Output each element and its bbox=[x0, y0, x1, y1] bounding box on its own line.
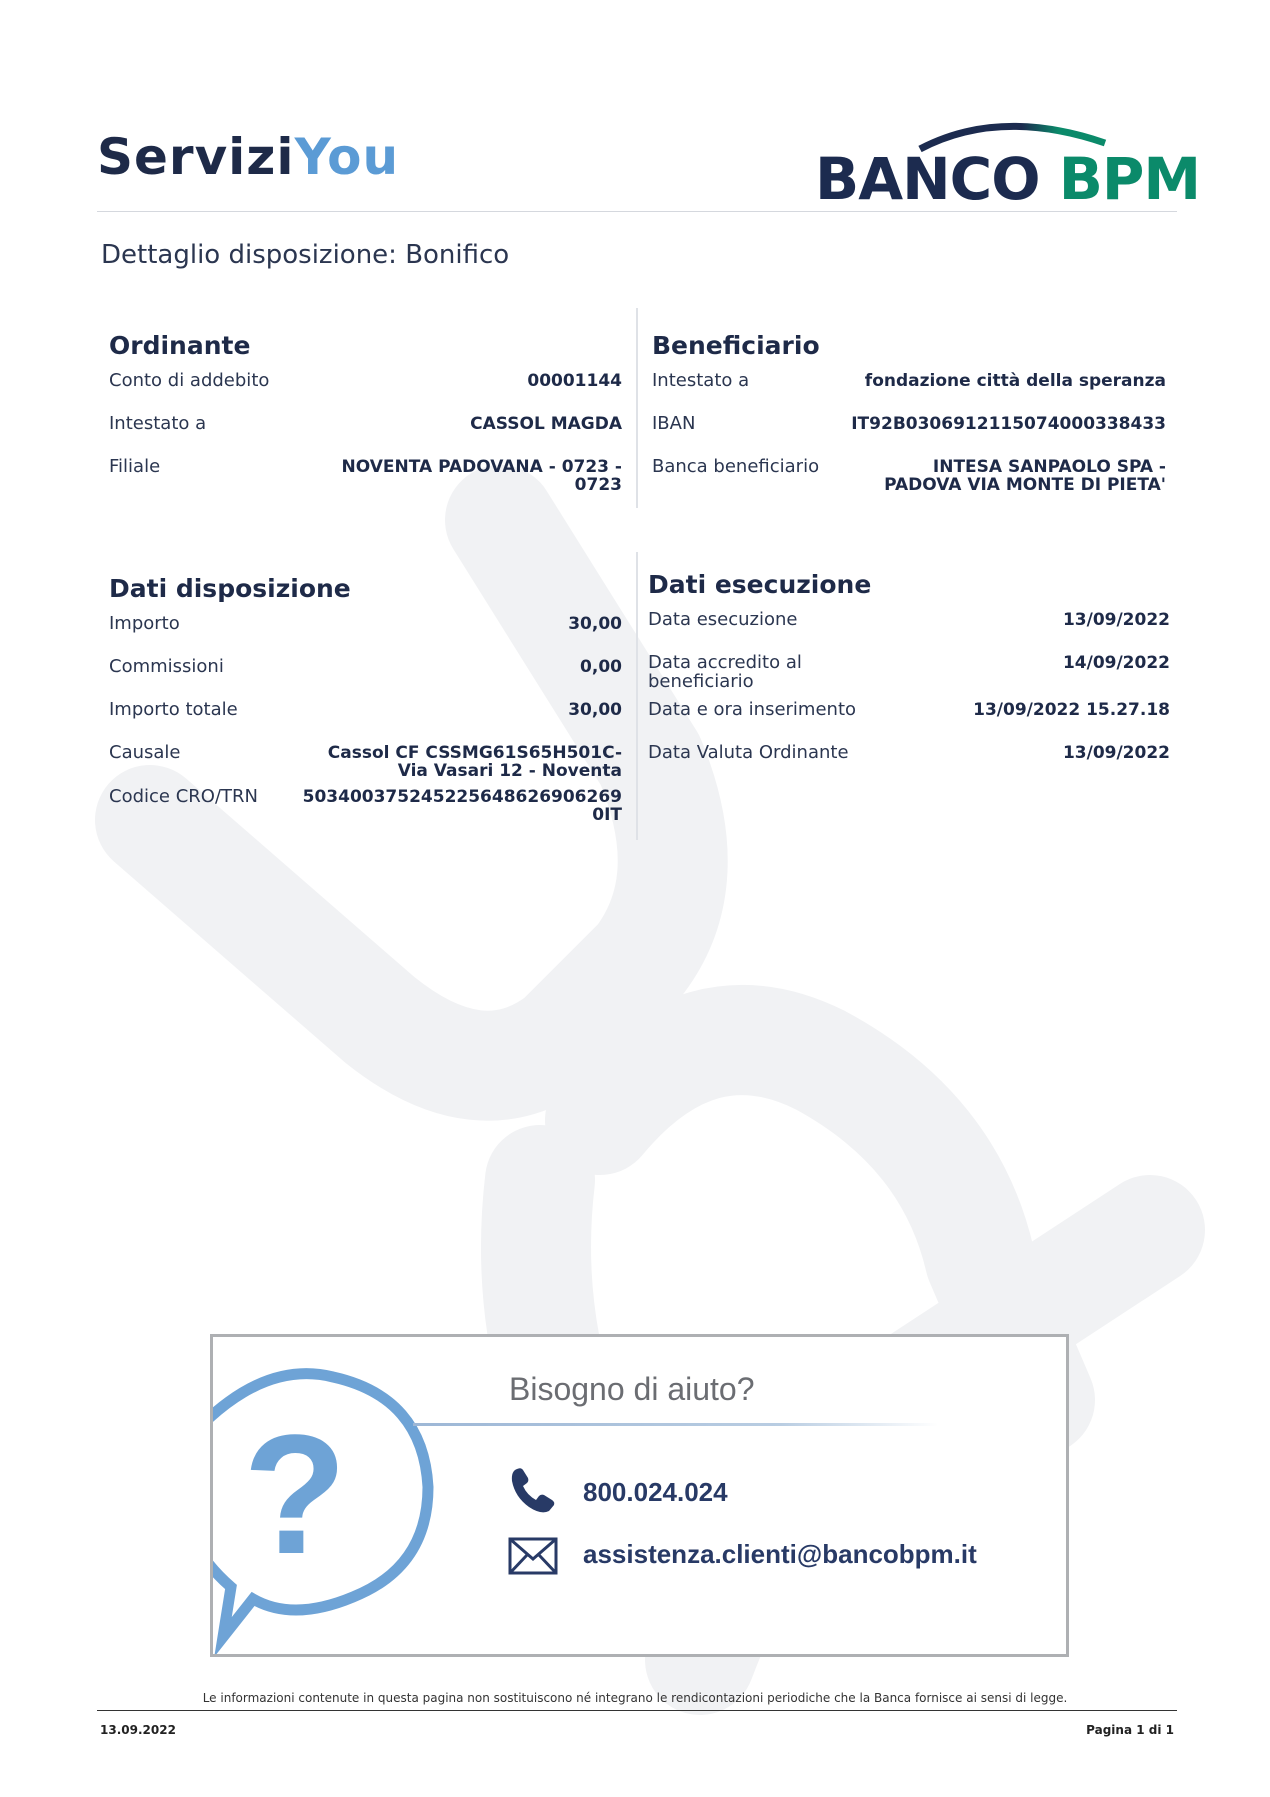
section-title-dati-esecuzione: Dati esecuzione bbox=[648, 570, 872, 599]
field-value: Cassol CF CSSMG61S65H501C- Via Vasari 12 - Noventa bbox=[327, 743, 622, 781]
field-label: Filiale bbox=[109, 456, 161, 477]
field-value: CASSOL MAGDA bbox=[470, 414, 622, 434]
field-value: 5034003752452256486269062​69 0IT bbox=[302, 787, 622, 825]
help-email[interactable]: assistenza.clienti@bancobpm.it bbox=[583, 1539, 977, 1569]
field-value: 13/09/2022 bbox=[1062, 743, 1170, 763]
section-title-ordinante: Ordinante bbox=[109, 331, 251, 360]
field-label: Commissioni bbox=[109, 656, 224, 677]
field-value: 30,00 bbox=[568, 614, 622, 634]
help-phone-number[interactable]: 800.024.024 bbox=[583, 1477, 728, 1507]
field-label: Banca beneficiario bbox=[652, 456, 820, 477]
field-value: NOVENTA PADOVANA - 0723 - 0723 bbox=[341, 457, 622, 495]
footer-divider bbox=[97, 1710, 1177, 1711]
section-title-beneficiario: Beneficiario bbox=[652, 331, 820, 360]
field-value: 14/09/2022 bbox=[1062, 653, 1170, 673]
field-label: Data esecuzione bbox=[648, 609, 798, 630]
field-label: Intestato a bbox=[652, 370, 750, 391]
help-box bbox=[210, 1334, 1069, 1657]
logo-text-banco: BANCO bbox=[815, 145, 1040, 213]
field-value: 0,00 bbox=[580, 657, 622, 677]
field-label: Data e ora inserimento bbox=[648, 699, 857, 720]
logo-text-servizi: Servizi bbox=[97, 128, 295, 186]
logo-text-bpm: BPM bbox=[1058, 145, 1201, 213]
field-label: IBAN bbox=[652, 413, 696, 434]
field-value: 30,00 bbox=[568, 700, 622, 720]
svg-text:?: ? bbox=[243, 1400, 347, 1590]
question-bubble-icon bbox=[213, 1337, 453, 1654]
footer-date: 13.09.2022 bbox=[100, 1723, 176, 1737]
mail-icon bbox=[507, 1535, 559, 1577]
field-value: IT92B0306912115074000338433 bbox=[851, 414, 1166, 434]
field-label: Data accredito al beneficiario bbox=[648, 652, 802, 692]
field-label: Conto di addebito bbox=[109, 370, 270, 391]
field-value: 13/09/2022 bbox=[1062, 610, 1170, 630]
serviziyou-logo bbox=[97, 128, 399, 186]
field-value: 13/09/2022 15.27.18 bbox=[973, 700, 1170, 720]
banco-bpm-logo bbox=[815, 135, 1201, 215]
field-label: Codice CRO/TRN bbox=[109, 786, 258, 807]
field-label: Intestato a bbox=[109, 413, 207, 434]
help-title-underline bbox=[413, 1423, 938, 1426]
field-label: Causale bbox=[109, 742, 181, 763]
top-column-divider bbox=[636, 308, 638, 508]
phone-icon bbox=[507, 1465, 559, 1517]
field-value: INTESA SANPAOLO SPA - PADOVA VIA MONTE DI PIETA' bbox=[884, 457, 1166, 495]
footer-page-number: Pagina 1 di 1 bbox=[1086, 1723, 1174, 1737]
logo-text-you: You bbox=[294, 128, 400, 186]
bottom-column-divider bbox=[636, 552, 638, 840]
footer-disclaimer: Le informazioni contenute in questa pagina non sostituiscono né integrano le rendicontazioni periodiche che la Banca fornisce ai sensi di legge. bbox=[202, 1691, 1068, 1705]
field-value: fondazione città della speranza bbox=[864, 371, 1166, 391]
field-label: Importo totale bbox=[109, 699, 238, 720]
field-value: 00001144 bbox=[527, 371, 622, 391]
field-label: Importo bbox=[109, 613, 180, 634]
section-title-dati-disposizione: Dati disposizione bbox=[109, 574, 351, 603]
page-title: Dettaglio disposizione: Bonifico bbox=[101, 240, 510, 270]
help-title: Bisogno di aiuto? bbox=[509, 1371, 755, 1407]
field-label: Data Valuta Ordinante bbox=[648, 742, 849, 763]
